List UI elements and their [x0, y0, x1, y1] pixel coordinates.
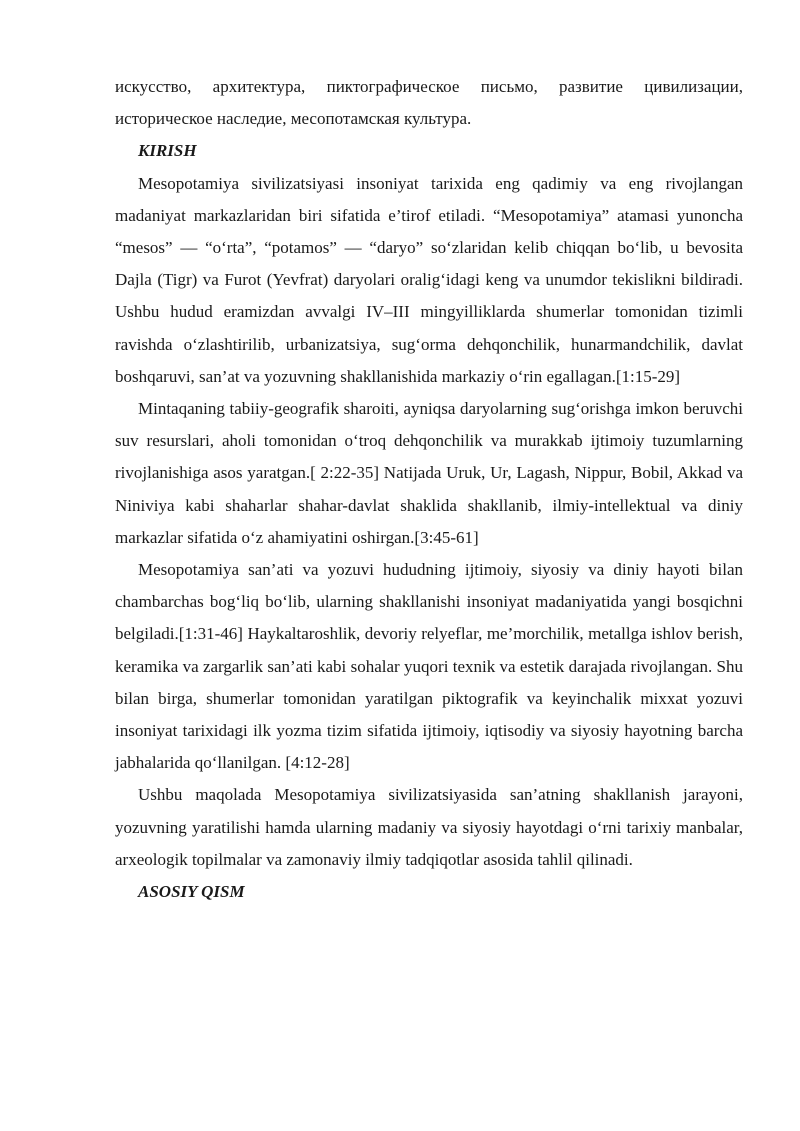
body-paragraph-3: Mesopotamiya san’ati va yozuvi hududning ijtimoiy, siyosiy va diniy hayoti bilan chambarchas bog‘liq bo‘lib, ularning shakllanishi insoniyat madaniyatida yangi bosqichni belgiladi.[1:31-46] Haykaltaroshlik, devoriy relyeflar, me’morchilik, metallga ishlov berish, keramika va zargarlik san’ati kabi sohalar yuqori texnik va estetik darajada rivojlangan. Shu bilan birga, shumerlar tomonidan yaratilgan piktografik va keyinchalik mixxat yozuvi insoniyat tarixidagi ilk yozma tizim sifatida ijtimoiy, iqtisodiy va siyosiy hayotning barcha jabhalarida qo‘llanilgan. [4:12-28]	[115, 560, 743, 773]
body-paragraph-2: Mintaqaning tabiiy-geografik sharoiti, ayniqsa daryolarning sug‘orishga imkon beruvchi suv resurslari, aholi tomonidan o‘troq dehqonchilik va murakkab ijtimoiy tuzumlarning rivojlanishiga asos yaratgan.[ 2:22-35] Natijada Uruk, Ur, Lagash, Nippur, Bobil, Akkad va Niniviya kabi shaharlar shahar-davlat shaklida shakllanib, ilmiy-intellektual va diniy markazlar sifatida o‘z ahamiyatini oshirgan.[3:45-61]	[115, 399, 743, 547]
section-heading-intro: KIRISH	[138, 141, 197, 161]
section-heading-main: ASOSIY QISM	[138, 882, 245, 902]
document-page	[115, 71, 743, 908]
keywords-continuation: искусство, архитектура, пиктографическое письмо, развитие цивилизации, историческое наследие, месопотамская культура.	[115, 77, 743, 129]
body-paragraph-4: Ushbu maqolada Mesopotamiya sivilizatsiyasida san’atning shakllanish jarayoni, yozuvning yaratilishi hamda ularning madaniy va siyosiy hayotdagi o‘rni tarixiy manbalar, arxeologik topilmalar va zamonaviy ilmiy tadqiqotlar asosida tahlil qilinadi.	[115, 785, 743, 869]
body-paragraph-1: Mesopotamiya sivilizatsiyasi insoniyat tarixida eng qadimiy va eng rivojlangan madaniyat markazlaridan biri sifatida e’tirof etiladi. “Mesopotamiya” atamasi yunoncha “mesos” — “o‘rta”, “potamos” — “daryo” so‘zlaridan kelib chiqqan bo‘lib, u bevosita Dajla (Tigr) va Furot (Yevfrat) daryolari oralig‘idagi keng va unumdor tekislikni bildiradi. Ushbu hudud eramizdan avvalgi IV–III mingyilliklarda shumerlar tomonidan tizimli ravishda o‘zlashtirilib, urbanizatsiya, sug‘orma dehqonchilik, hunarmandchilik, davlat boshqaruvi, san’at va yozuvning shakllanishida markaziy o‘rin egallagan.[1:15-29]	[115, 173, 743, 386]
